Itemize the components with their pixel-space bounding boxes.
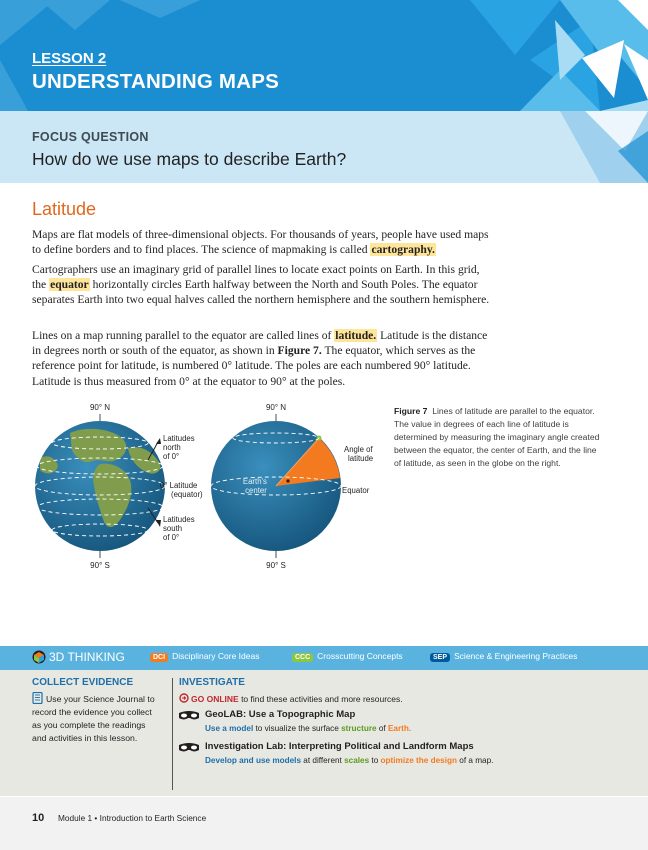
geolab-description: Use a model to visualize the surface structure of Earth.	[205, 724, 412, 733]
geolab-title[interactable]: GeoLAB: Use a Topographic Map	[205, 709, 356, 720]
p3-before: Lines on a map running parallel to the equator are called lines of	[32, 329, 335, 342]
left-globe-south-label: 90° S	[90, 561, 110, 570]
lesson-header	[0, 0, 648, 111]
investigation-lab-description: Develop and use models at different scales to optimize the design of a map.	[205, 756, 494, 765]
right-globe	[211, 421, 341, 551]
collect-evidence-text: Use your Science Journal to record the evidence you collect as you complete the readings and activities in this lesson.	[32, 694, 155, 743]
left-globe-north-label: 90° N	[89, 403, 111, 412]
focus-triangle-decoration	[0, 111, 648, 183]
footer	[0, 797, 648, 850]
safety-goggles-icon-2	[178, 741, 200, 754]
go-online-link[interactable]: GO ONLINE	[191, 694, 239, 704]
ccc-badge: CCC	[292, 653, 313, 662]
figure-caption	[394, 405, 604, 470]
column-divider	[172, 678, 173, 790]
lesson-title: UNDERSTANDING MAPS	[32, 70, 279, 93]
sep-label: SEP Science & Engineering Practices	[430, 651, 577, 662]
safety-goggles-icon	[178, 709, 200, 722]
label-earths-center: Earth's center	[242, 477, 267, 495]
lesson-number: LESSON 2	[32, 50, 107, 67]
p3-mid: Latitude is the distance in degrees north or south of the equator, as shown in	[32, 329, 488, 358]
figure-7-globes	[30, 398, 390, 570]
go-online-line: GO ONLINE to find these activities and more resources.	[179, 693, 403, 704]
focus-question-band	[0, 111, 648, 183]
label-angle-of-latitude: Angle of latitude	[344, 445, 374, 463]
p1-text: Maps are flat models of three-dimensional objects. For thousands of years, people have used maps to define borders and to find places. The science of mapmaking is called	[32, 228, 489, 257]
label-latitudes-north: Latitudes north of 0°	[163, 434, 195, 461]
dci-label: DCI Disciplinary Core Ideas	[150, 651, 259, 662]
investigate-heading: INVESTIGATE	[179, 677, 245, 688]
three-d-cube-icon	[32, 650, 46, 664]
term-equator: equator	[50, 278, 89, 292]
figure-caption-label: Figure 7	[394, 406, 428, 416]
page-number: 10	[32, 812, 45, 824]
focus-question-label: FOCUS QUESTION	[32, 130, 149, 144]
paragraph-1	[32, 227, 492, 257]
p2-after: horizontally circles Earth halfway between the North and South Poles. The equator separates Earth into two equal halves called the northern hemisphere and the southern hemisphere.	[32, 278, 490, 307]
right-globe-north-label: 90° N	[265, 403, 287, 412]
sep-badge: SEP	[430, 653, 450, 662]
label-equator-right: Equator	[342, 486, 370, 495]
investigation-lab-title[interactable]: Investigation Lab: Interpreting Political and Landform Maps	[205, 741, 474, 752]
footer-module: Module 1 • Introduction to Earth Science	[58, 813, 207, 823]
paragraph-3	[32, 328, 492, 389]
figure-caption-text: Lines of latitude are parallel to the equator. The value in degrees of each line of latitude is determined by measuring the imaginary angle created between the equator, the center of Earth, and the line of latitude, as seen in the globe on the right.	[394, 406, 600, 468]
p3-after: The equator, which serves as the reference point for latitude, is numbered 0° latitude. The poles are each numbered 90° latitude. Latitude is thus measured from 0° at the equator to 90° at the poles.	[32, 344, 476, 388]
term-latitude: latitude.	[335, 329, 377, 342]
focus-question-text: How do we use maps to describe Earth?	[32, 149, 347, 169]
three-d-thinking-bar	[0, 646, 648, 670]
collect-evidence-heading: COLLECT EVIDENCE	[32, 677, 134, 688]
section-title: Latitude	[32, 199, 97, 219]
label-latitudes-south: Latitudes south of 0°	[163, 515, 195, 542]
label-equator: 0° Latitude (equator)	[160, 481, 203, 499]
science-journal-icon	[32, 692, 43, 704]
left-globe	[35, 421, 165, 551]
ccc-label: CCC Crosscutting Concepts	[292, 651, 403, 662]
right-globe-south-label: 90° S	[266, 561, 286, 570]
three-d-title: 3D THINKING	[32, 650, 125, 664]
term-cartography: cartography.	[371, 243, 435, 257]
go-online-icon	[179, 693, 189, 703]
dci-badge: DCI	[150, 653, 168, 662]
paragraph-2	[32, 262, 492, 308]
p2-before: Cartographers use an imaginary grid of parallel lines to locate exact points on Earth. In this grid, the	[32, 263, 480, 292]
figure-reference: Figure 7.	[277, 344, 322, 358]
